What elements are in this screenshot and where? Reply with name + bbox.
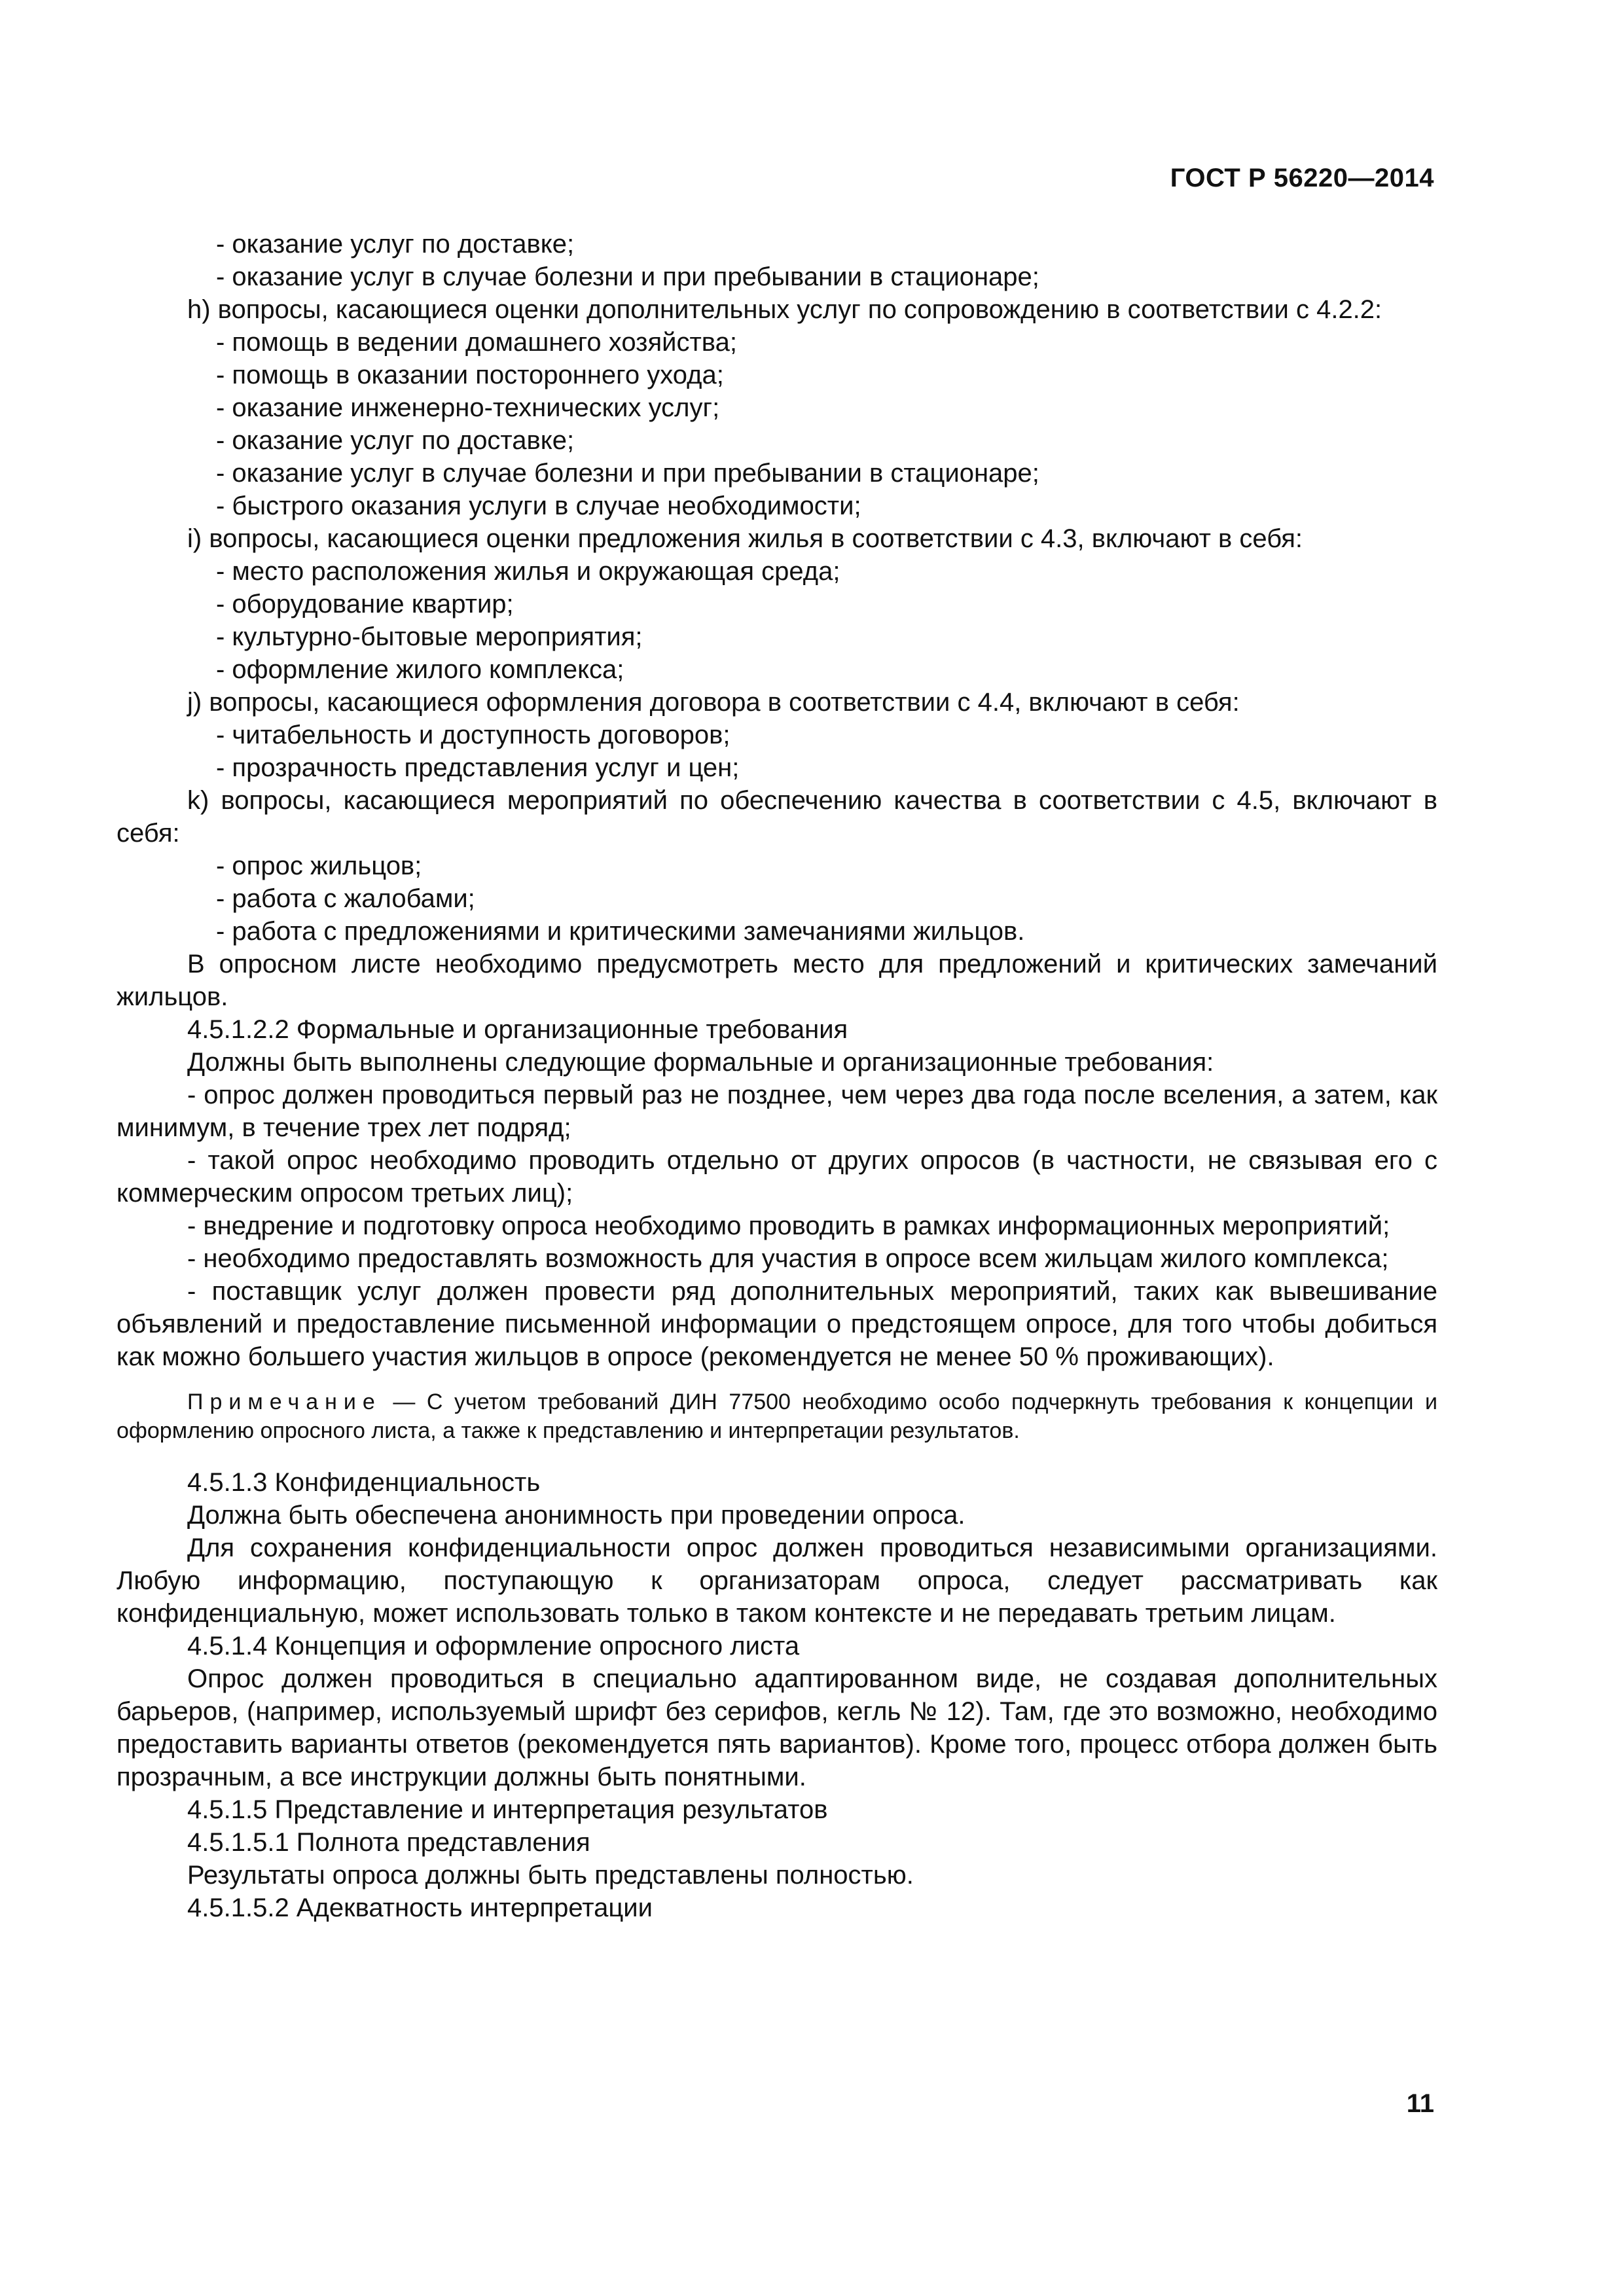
section-heading-4-5-1-4: 4.5.1.4 Концепция и оформление опросного листа: [187, 1632, 800, 1660]
section-heading-4-5-1-5: 4.5.1.5 Представление и интерпретация результатов: [187, 1795, 828, 1824]
list-item: - оказание инженерно-технических услуг;: [216, 393, 720, 422]
note-label: Примечание: [187, 1390, 382, 1414]
list-item: - работа с жалобами;: [216, 884, 475, 913]
section-heading-4-5-1-5-1: 4.5.1.5.1 Полнота представления: [187, 1828, 590, 1857]
list-item: - оказание услуг в случае болезни и при пребывании в стационаре;: [216, 459, 1039, 488]
list-item: - быстрого оказания услуги в случае необходимости;: [216, 492, 861, 520]
section-heading-4-5-1-3: 4.5.1.3 Конфиденциальность: [187, 1468, 541, 1497]
note-text: — С учетом требований ДИН 77500 необходимо особо подчеркнуть требования к концепции и оформлению опросного листа, а также к представлению и интерпретации результатов.: [117, 1390, 1437, 1443]
list-item: - оборудование квартир;: [216, 590, 514, 619]
body-paragraph: Результаты опроса должны быть представлены полностью.: [187, 1861, 914, 1890]
list-item-h: h) вопросы, касающиеся оценки дополнительных услуг по сопровождению в соответствии с 4.2.2:: [187, 295, 1382, 324]
list-item: - оказание услуг в случае болезни и при пребывании в стационаре;: [216, 262, 1039, 291]
list-item: - оформление жилого комплекса;: [216, 655, 624, 684]
requirement-item: - такой опрос необходимо проводить отдельно от других опросов (в частности, не связывая его с коммерческим опросом третьих лиц);: [117, 1146, 1437, 1208]
body-paragraph: Должны быть выполнены следующие формальные и организационные требования:: [187, 1048, 1214, 1077]
body-paragraph: Для сохранения конфиденциальности опрос должен проводиться независимыми организациями. Любую информацию, поступающую к организаторам опроса, следует рассматривать как конфиденциальную, может использовать только в таком контексте и не передавать третьим лицам.: [117, 1534, 1437, 1628]
list-item: - читабельность и доступность договоров;: [216, 721, 731, 749]
body-paragraph: Опрос должен проводиться в специально адаптированном виде, не создавая дополнительных барьеров, (например, используемый шрифт без серифов, кегль № 12). Там, где это возможно, необходимо предоставить варианты ответов (рекомендуется пять вариантов). Кроме того, процесс отбора должен быть прозрачным, а все инструкции должны быть понятными.: [117, 1664, 1437, 1791]
list-item: - место расположения жилья и окружающая среда;: [216, 557, 840, 586]
section-heading-4-5-1-2-2: 4.5.1.2.2 Формальные и организационные требования: [187, 1015, 848, 1044]
list-item: - помощь в ведении домашнего хозяйства;: [216, 328, 737, 357]
requirement-item: - необходимо предоставлять возможность для участия в опросе всем жильцам жилого комплекса;: [187, 1244, 1389, 1273]
page-number: 11: [1406, 2089, 1434, 2118]
body-paragraph: В опросном листе необходимо предусмотреть место для предложений и критических замечаний жильцов.: [117, 950, 1437, 1011]
document-code-header: ГОСТ Р 56220—2014: [1170, 164, 1434, 192]
requirement-item: - поставщик услуг должен провести ряд дополнительных мероприятий, таких как вывешивание объявлений и предоставление письменной информации о предстоящем опросе, для того чтобы добиться как можно большего участия жильцов в опросе (рекомендуется не менее 50 % проживающих).: [117, 1277, 1437, 1371]
requirement-item: - внедрение и подготовку опроса необходимо проводить в рамках информационных мероприятий;: [187, 1211, 1390, 1240]
list-item: - оказание услуг по доставке;: [216, 230, 575, 259]
note-paragraph: [117, 1388, 1437, 1445]
list-item: - опрос жильцов;: [216, 852, 422, 880]
list-item-k: k) вопросы, касающиеся мероприятий по обеспечению качества в соответствии с 4.5, включают в себя:: [117, 786, 1437, 848]
list-item: - культурно-бытовые мероприятия;: [216, 622, 643, 651]
list-item: - прозрачность представления услуг и цен;: [216, 753, 740, 782]
list-item: - оказание услуг по доставке;: [216, 426, 575, 455]
list-item: - работа с предложениями и критическими замечаниями жильцов.: [216, 917, 1025, 946]
list-item-j: j) вопросы, касающиеся оформления договора в соответствии с 4.4, включают в себя:: [187, 688, 1240, 717]
body-paragraph: Должна быть обеспечена анонимность при проведении опроса.: [187, 1501, 965, 1530]
list-item-i: i) вопросы, касающиеся оценки предложения жилья в соответствии с 4.3, включают в себя:: [187, 524, 1303, 553]
list-item: - помощь в оказании постороннего ухода;: [216, 361, 724, 389]
requirement-item: - опрос должен проводиться первый раз не позднее, чем через два года после вселения, а затем, как минимум, в течение трех лет подряд;: [117, 1081, 1437, 1142]
section-heading-4-5-1-5-2: 4.5.1.5.2 Адекватность интерпретации: [187, 1893, 653, 1922]
document-body: [117, 228, 1437, 1924]
